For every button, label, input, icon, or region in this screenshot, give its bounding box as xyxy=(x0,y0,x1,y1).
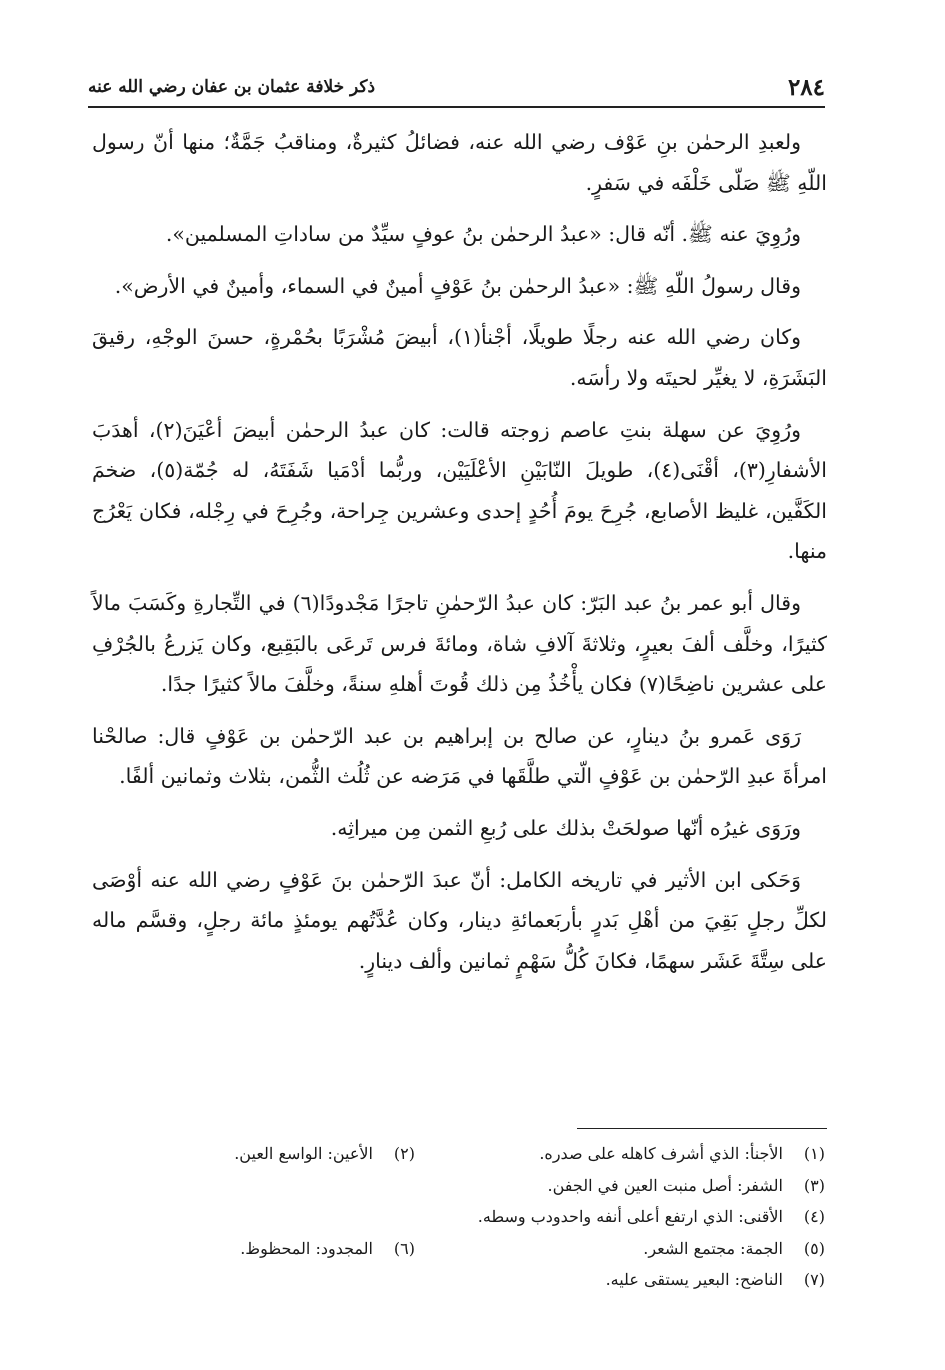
footnote-number: (١) xyxy=(803,1144,825,1163)
footnote-item xyxy=(478,1201,825,1233)
footnote-text: الشفر: أصل منبت العين في الجفن. xyxy=(547,1175,783,1195)
footnote-number: (٢) xyxy=(393,1144,415,1163)
footnote-item xyxy=(606,1264,825,1296)
paragraph: ورُوِيَ عن سهلة بنتِ عاصم زوجته قالت: كان عبدُ الرحمٰن أبيضَ أعْيَنَ(٢)، أهدَبَ الأشفارِ(٣)، أقْنَى(٤)، طويلَ النّابَيْنِ الأعْلَيَيْن، وربُّما أدْمَيا شَفَتَهُ، له جُمّة(٥)، ضخمَ الكَفَّين، غليظ الأصابع، جُرِحَ يومَ أُحُدٍ إحدى وعشرين جِراحة، وجُرِحَ في رِجْله، فكان يَعْرُج منها. xyxy=(92,417,827,564)
footnotes xyxy=(150,1138,825,1296)
footnote-text: الأقنى: الذي ارتفع أعلى أنفه واحدودب وسطه. xyxy=(477,1207,783,1226)
paragraph: ولعبدِ الرحمٰن بنِ عَوْف رضي الله عنه، فضائلُ كثيرةٌ، ومناقبُ جَمَّةٌ؛ منها أنّ رسول اللّهِ ﷺ صَلّى خَلْفَه في سَفرٍ. xyxy=(92,130,827,195)
footnote-text: الأعين: الواسع العين. xyxy=(234,1144,373,1163)
page-number: ٢٨٤ xyxy=(787,73,825,101)
footnote-text: الأجنأ: الذي أشرف كاهله على صدره. xyxy=(539,1144,783,1163)
footnote-number: (٥) xyxy=(803,1238,825,1258)
footnote-text: المجدود: المحظوظ. xyxy=(240,1238,373,1258)
paragraph: رَوَى عَمرو بنُ دينارٍ، عن صالح بن إبراهيم بن عبد الرّحمٰن بن عَوْفٍ قال: صالحْنا امرأةَ عبدِ الرّحمٰن بن عَوْفٍ الّتي طلَّقَها في مَرَضه عن ثُلُث الثُّمن، بثلاث وثمانين ألفًا. xyxy=(92,723,827,789)
footnote-row xyxy=(150,1170,825,1202)
footnote-text: الناضح: البعير يستقى عليه. xyxy=(605,1270,783,1289)
footnote-item xyxy=(415,1138,825,1170)
main-text xyxy=(92,122,827,992)
footnote-row xyxy=(150,1201,825,1233)
paragraph: وَحَكى ابن الأثير في تاريخه الكامل: أنّ عبدَ الرّحمٰن بنَ عَوْفٍ رضي الله عنه أوْصَى لكلِّ رجلٍ بَقِيَ من أهْلِ بَدرٍ بأربَعمائةِ دينار، وكان عُدَّتُهم يومئذٍ مائة رجلٍ، وقسَّم ماله على سِتَّةَ عَشَر سهمًا، فكانَ كُلُّ سَهْمٍ ثمانين وألف دينارٍ. xyxy=(92,867,827,973)
paragraph: وكان رضي الله عنه رجلًا طويلًا، أجْنأ(١)، أبيضَ مُشْرَبًا بحُمْرةٍ، حسنَ الوجْهِ، رقيقَ البَشَرَةِ، لا يغيِّر لحيتَه ولا رأسَه. xyxy=(92,325,827,390)
running-header xyxy=(88,70,825,104)
paragraph: ورَوَى غيرُه أنّها صولحَتْ بذلك على رُبعِ الثمن مِن ميراثِه. xyxy=(330,815,801,840)
paragraph: ورُوِيَ عنه ﷺ. أنّه قال: «عبدُ الرحمٰن بنُ عوفٍ سيِّدٌ من ساداتِ المسلمين». xyxy=(165,222,801,247)
footnote-item xyxy=(240,1233,415,1265)
footnote-row xyxy=(150,1138,825,1170)
footnote-text: الجمة: مجتمع الشعر. xyxy=(643,1238,783,1258)
footnote-number: (٦) xyxy=(393,1238,415,1258)
footnote-item xyxy=(234,1138,415,1170)
footnote-number: (٤) xyxy=(803,1207,825,1226)
footnote-row xyxy=(150,1233,825,1265)
footnote-divider xyxy=(577,1128,827,1129)
footnote-number: (٧) xyxy=(803,1270,825,1289)
footnote-number: (٣) xyxy=(803,1175,825,1195)
footnote-row xyxy=(150,1264,825,1296)
running-title: ذكر خلافة عثمان بن عفان رضي الله عنه xyxy=(88,77,376,97)
paragraph: وقال رسولُ اللّهِ ﷺ: «عبدُ الرحمٰن بنُ عَوْفٍ أمينٌ في السماء، وأمينٌ في الأرض». xyxy=(114,273,801,298)
header-divider xyxy=(88,106,825,108)
paragraph: وقال أبو عمر بنُ عبد البَرّ: كان عبدُ الرّحمٰنِ تاجرًا مَجْدودًا(٦) في التِّجارةِ وكَسَبَ مالاً كثيرًا، وخلَّف ألفَ بعيرٍ، وثلاثةَ آلافِ شاة، ومائةَ فرس تَرعَى بالبَقِيع، وكان يَزرعُ بالجُرْفِ على عشرين ناضِحًا(٧) فكان يأْخُذُ مِن ذلك قُوتَ أهلهِ سنةً، وخلَّفَ مالاً كثيرًا جدًا. xyxy=(92,590,827,697)
footnote-item xyxy=(548,1170,825,1202)
footnote-item xyxy=(415,1233,825,1265)
